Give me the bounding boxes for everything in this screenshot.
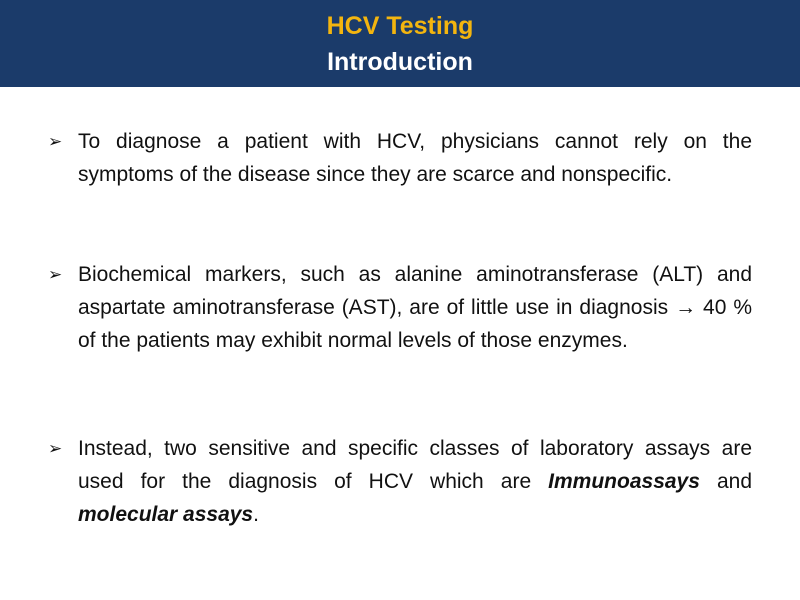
right-arrow-icon: → [675, 296, 697, 319]
slide-subtitle: Introduction [327, 48, 473, 76]
bullet-text-after: 40 % of the patients may exhibit normal levels of those enzymes. [78, 296, 752, 352]
bullet-text-before: Instead, two sensitive and specific classes of laboratory assays are used for the diagnosis of HCV which are [78, 437, 752, 493]
bullet-text [78, 432, 752, 531]
bullet-text [78, 258, 752, 357]
arrow-bullet-icon: ➢ [48, 132, 63, 151]
emphasis-immunoassays: Immunoassays [548, 470, 700, 493]
arrow-bullet-icon: ➢ [48, 439, 63, 458]
bullet-text-content: To diagnose a patient with HCV, physicians cannot rely on the symptoms of the disease since they are scarce and nonspecific. [78, 130, 752, 186]
title-bar [0, 0, 800, 87]
arrow-bullet-icon: ➢ [48, 265, 63, 284]
bullet-item [48, 258, 752, 357]
bullet-item [48, 125, 752, 191]
bullet-item [48, 432, 752, 531]
emphasis-molecular-assays: molecular assays [78, 503, 254, 526]
bullet-text-before: Biochemical markers, such as alanine aminotransferase (ALT) and aspartate aminotransferase (AST), are of little use in diagnosis [78, 263, 752, 319]
slide-title: HCV Testing [326, 12, 474, 40]
bullet-text-after: . [253, 503, 259, 526]
bullet-text [78, 125, 752, 191]
bullet-text-middle: and [699, 470, 752, 493]
